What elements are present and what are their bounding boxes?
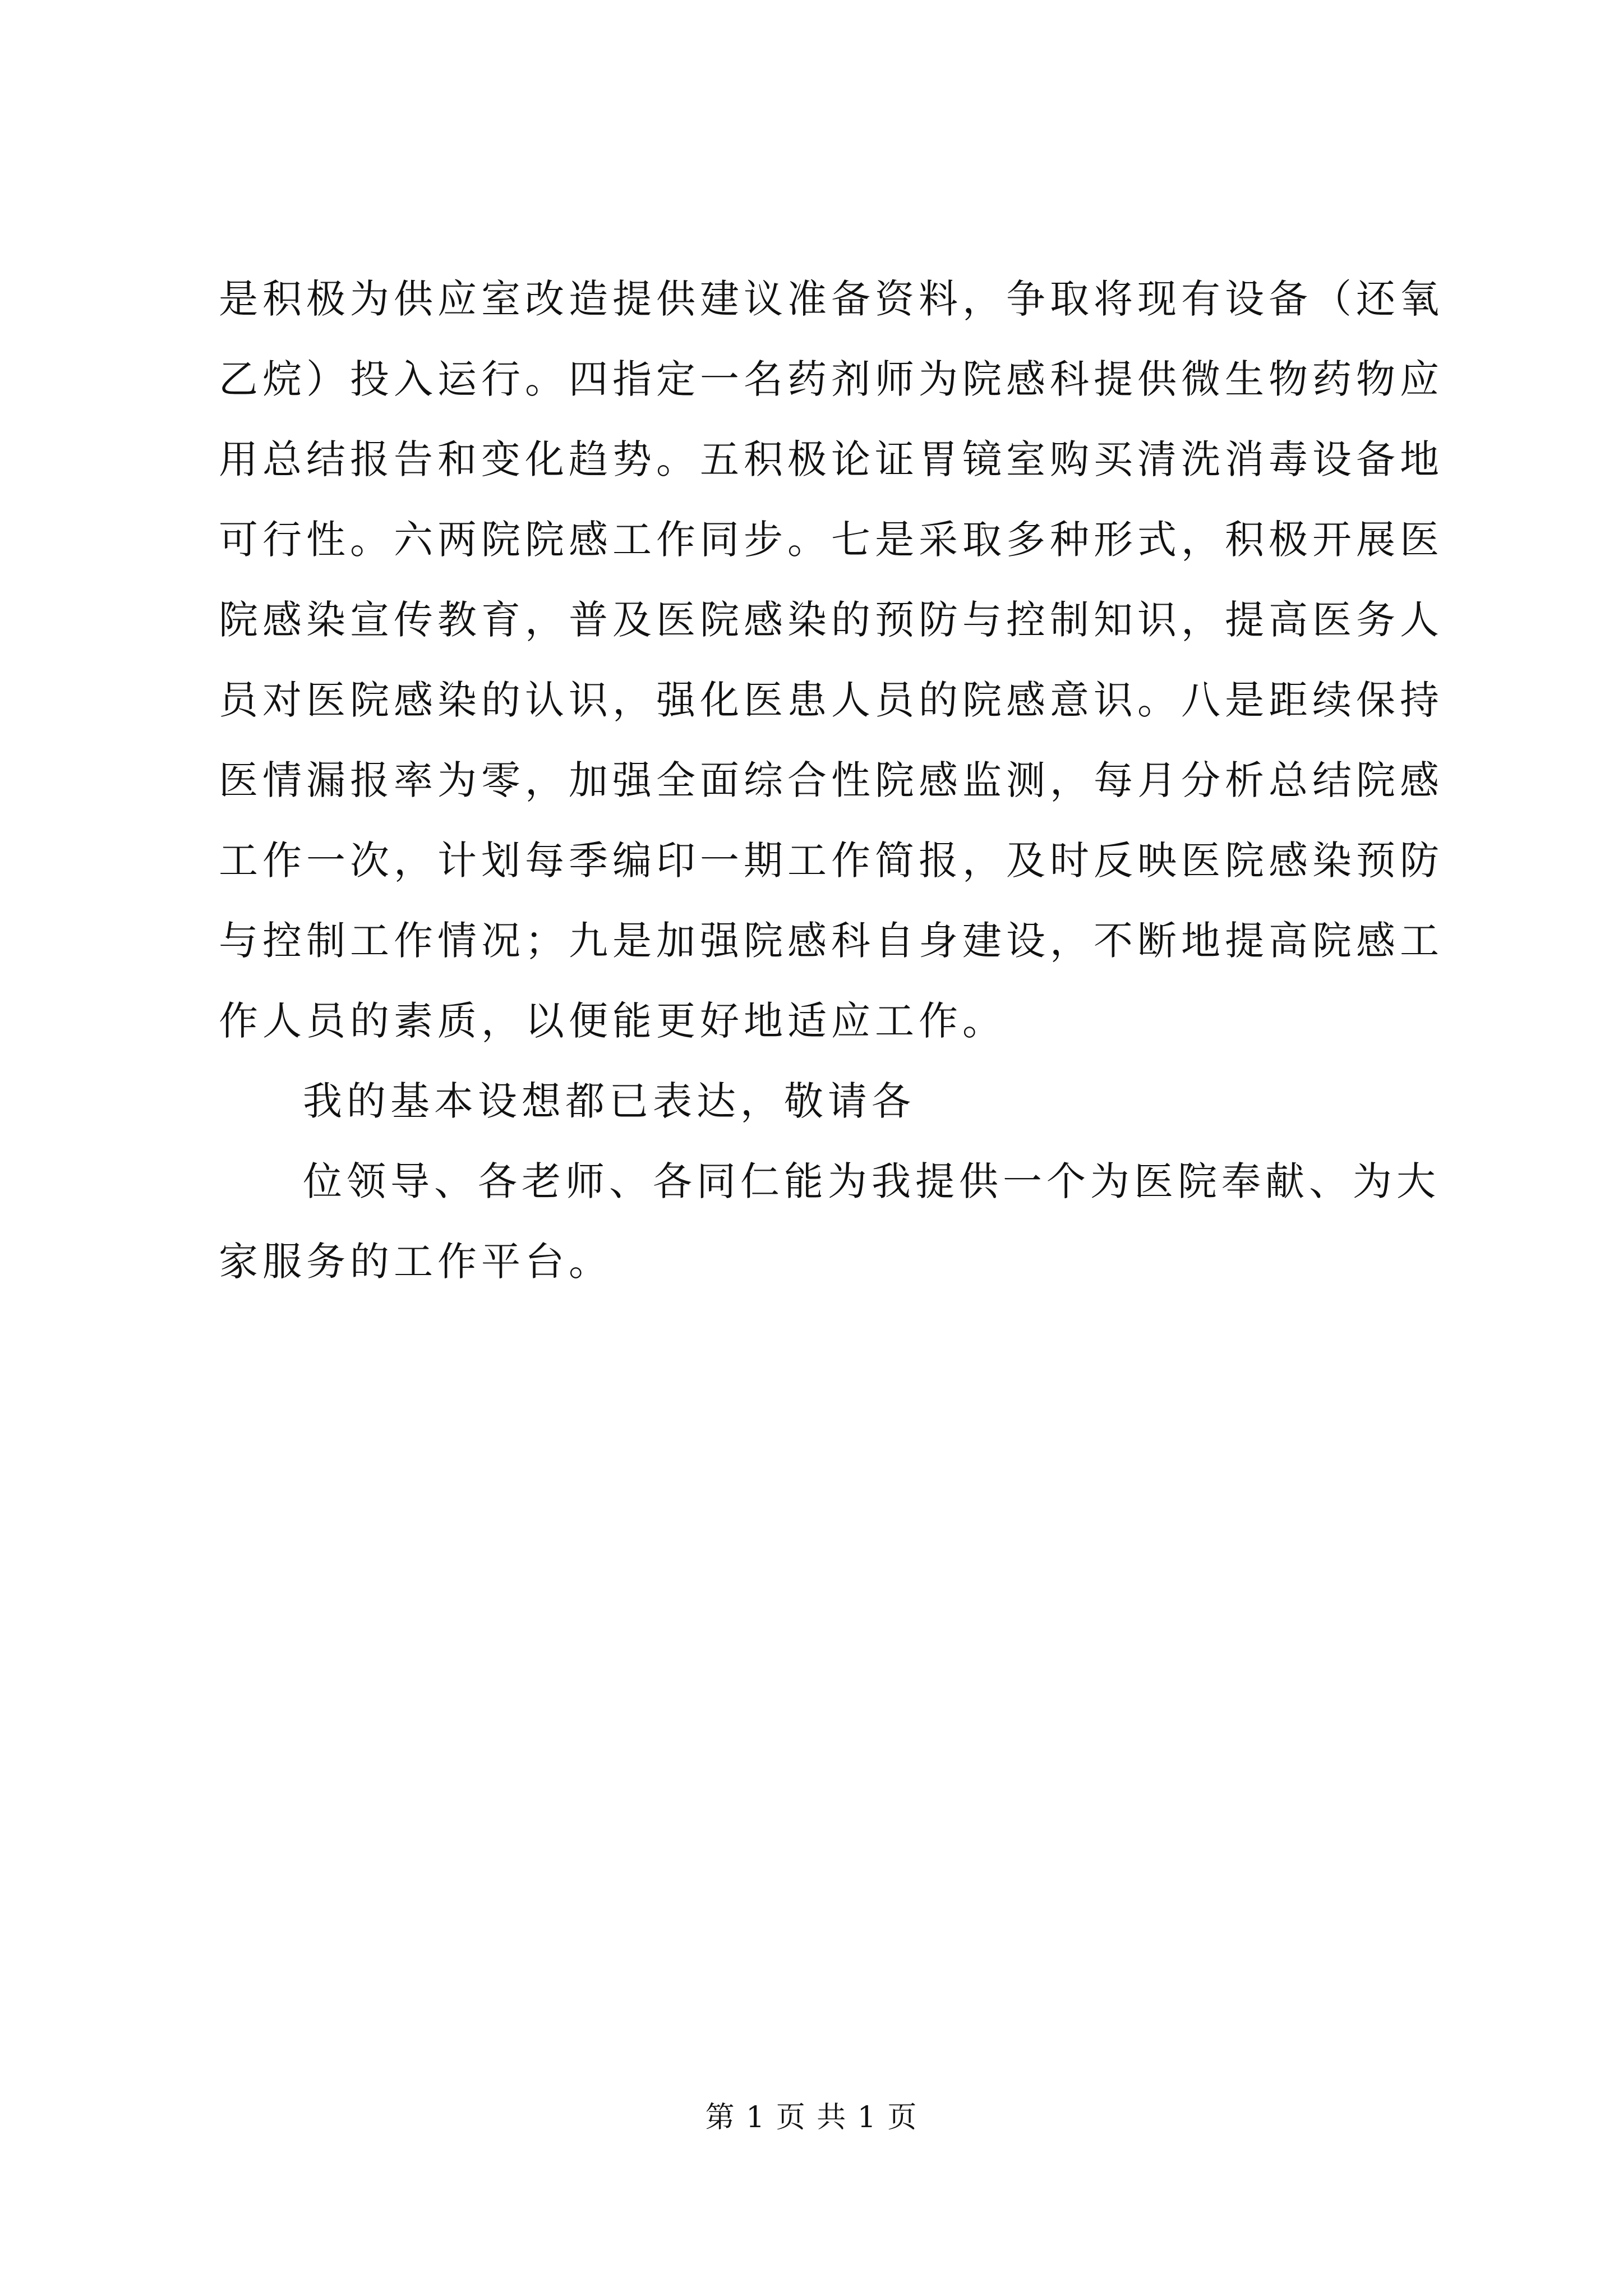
paragraph-3-line: 位领导、各老师、各同仁能为我提供一个为医院奉献、为大 [303, 1158, 1440, 1204]
paragraph-1-line: 员对医院感染的认识，强化医患人员的院感意识。八是距续保持 [219, 677, 1444, 723]
paragraph-1-line: 医情漏报率为零，加强全面综合性院感监测，每月分析总结院感 [219, 757, 1444, 803]
paragraph-2 [219, 1061, 1424, 1142]
paragraph-1 [219, 259, 1444, 1061]
paragraph-1-line: 作人员的素质，以便能更好地适应工作。 [219, 998, 1006, 1044]
paragraph-1-line: 用总结报告和变化趋势。五积极论证胃镜室购买清洗消毒设备地 [219, 436, 1444, 482]
paragraph-1-line: 院感染宣传教育，普及医院感染的预防与控制知识，提高医务人 [219, 597, 1444, 643]
paragraph-1-line: 与控制工作情况；九是加强院感科自身建设，不断地提高院感工 [219, 918, 1444, 964]
paragraph-3 [219, 1142, 1440, 1302]
paragraph-1-line: 可行性。六两院院感工作同步。七是采取多种形式，积极开展医 [219, 517, 1444, 563]
paragraph-2-line: 我的基本设想都已表达，敬请各 [303, 1078, 915, 1124]
paragraph-1-line: 工作一次，计划每季编印一期工作简报，及时反映医院感染预防 [219, 838, 1444, 884]
paragraph-1-line: 是积极为供应室改造提供建议准备资料，争取将现有设备（还氧 [219, 276, 1444, 322]
document-body [219, 259, 1444, 1302]
paragraph-1-line: 乙烷）投入运行。四指定一名药剂师为院感科提供微生物药物应 [219, 356, 1444, 402]
page-number-footer: 第 1 页 共 1 页 [705, 2101, 918, 2134]
paragraph-3-line: 家服务的工作平台。 [219, 1239, 612, 1285]
